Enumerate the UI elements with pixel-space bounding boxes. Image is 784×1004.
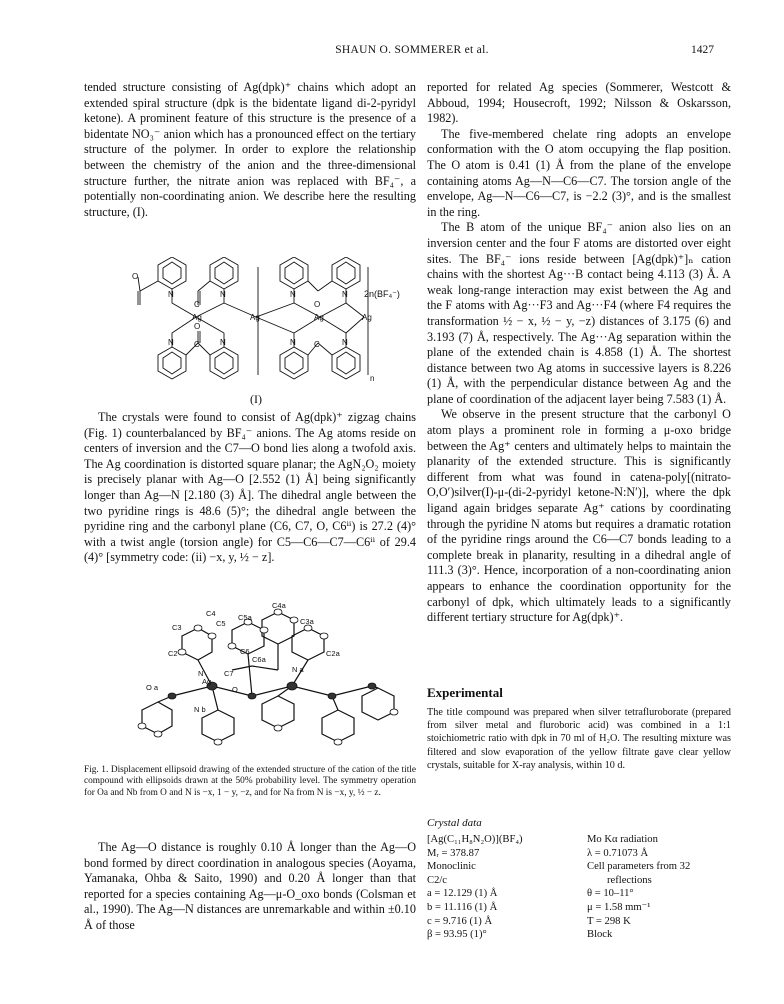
atom-label: C2 bbox=[168, 649, 178, 658]
section-heading-experimental: Experimental bbox=[427, 685, 503, 700]
pyridine-ring bbox=[280, 347, 308, 379]
atom-label: C6a bbox=[252, 655, 266, 664]
svg-text:C: C bbox=[314, 340, 320, 349]
crystals-paragraph: The crystals were found to consist of Ag(dpk)⁺ zigzag chains (Fig. 1) counterbalanced by BF₄⁻ anions. The Ag atoms reside on centers of inversion and the C7—O bond lies along a twofold axis. The Ag coordination is distorted square planar; the AgN₂O₂ moiety is precisely planar with Ag—O [2.552 (1) Å] being significantly longer than Ag—N [2.180 (3) Å]. The dihedral angle between the two pyridine rings is 48.6 (5)°; the dihedral angle between the pyridine ring and the carbonyl plane (C6, C7, O, C6ⁱⁱ) is 27.2 (4)° with a twist angle (torsion angle) for C5—C6—C7—C6ⁱⁱ of 29.4 (4)° [symmetry code: (ii) −x, y, ½ − z]. bbox=[84, 410, 416, 565]
atom-label: N bbox=[198, 669, 204, 678]
svg-text:N: N bbox=[168, 290, 174, 299]
crystal-data-item: c = 9.716 (1) Å bbox=[427, 915, 493, 927]
svg-text:C: C bbox=[194, 300, 200, 309]
svg-text:O: O bbox=[314, 300, 321, 309]
svg-text:N: N bbox=[290, 338, 296, 347]
svg-text:N: N bbox=[220, 290, 226, 299]
crystal-data-item: T = 298 K bbox=[587, 915, 631, 927]
svg-text:C: C bbox=[194, 340, 200, 349]
page-number: 1427 bbox=[691, 44, 714, 56]
pyridine-ring bbox=[158, 257, 186, 289]
atom-label: C7 bbox=[224, 669, 234, 678]
pyridine-ring bbox=[332, 257, 360, 289]
svg-text:O: O bbox=[132, 272, 139, 281]
crystal-data-item: θ = 10–11° bbox=[587, 888, 634, 900]
pyridine-ring bbox=[210, 257, 238, 289]
crystal-data-item: reflections bbox=[607, 874, 652, 886]
atom-label: C5 bbox=[216, 619, 226, 628]
intro-paragraph: tended structure consisting of Ag(dpk)⁺ chains which adopt an extended spiral structure (dpk is the bidentate ligand di-2-pyridyl ketone). A prominent feature of this structure is the presence of a bidentate NO₃⁻ anion which has a pronounced effect on the tertiary structure of the polymer. In order to explore the relationship between the chemistry of the anion and the three-dimensional structure further, the nitrate anion was replaced with BF₄⁻, a potentially non-coordinating anion. We describe here the resulting structure, (I). bbox=[84, 80, 416, 219]
atom-label: C4 bbox=[206, 609, 216, 618]
crystal-data-item: Cell parameters from 32 bbox=[587, 861, 691, 873]
crystal-data-item: b = 11.116 (1) Å bbox=[427, 901, 498, 913]
pyridine-ring bbox=[280, 257, 308, 289]
pyridine-ring bbox=[332, 347, 360, 379]
atom-label: O a bbox=[146, 683, 159, 692]
atom-label: N a bbox=[292, 665, 304, 674]
crystal-data-item: C2/c bbox=[427, 874, 448, 886]
svg-text:Ag: Ag bbox=[314, 313, 324, 322]
left-column-intro bbox=[84, 80, 416, 220]
right-paragraph-1: reported for related Ag species (Sommerer, Westcott & Abboud, 1994; Housecroft, 1992; Nilsson & Oskarsson, 1982). bbox=[427, 80, 731, 126]
crystal-data-item: β = 93.95 (1)° bbox=[427, 929, 487, 941]
atom-label: O bbox=[232, 685, 238, 694]
svg-text:N: N bbox=[290, 290, 296, 299]
svg-text:Ag: Ag bbox=[192, 313, 202, 322]
figure-caption: Fig. 1. Displacement ellipsoid drawing of the extended structure of the cation of the title compound with ellipsoids drawn at the 50% probability level. The symmetry operation for Oa and Nb from O and N is −x, 1 − y, −z, and for Na from N is −x, y, ½ − z. bbox=[84, 765, 416, 798]
crystal-data-heading: Crystal data bbox=[427, 817, 482, 829]
page-header bbox=[110, 44, 714, 62]
right-paragraph-3: The B atom of the unique BF₄⁻ anion also lies on an inversion center and the four F atoms are distorted over eight sites. The BF₄⁻ ions reside between [Ag(dpk)⁺]ₙ cation chains with the shortest Ag···B contact being 4.113 (3) Å. A weak long-range interaction may exist between the Ag and the F atoms with Ag···F3 and Ag···F4 (where F4 requires the transformation ½ − x, ½ − y, −z) distances of 3.175 (6) and 3.193 (7) Å, respectively. The Ag···Ag separation within the plane of the extended chain is 4.858 (1) Å. The shortest distance between two Ag atoms in successive layers is 8.226 (1) Å, with the perpendicular distance between Ag and the plane of coordination of the adjacent layer being 7.583 (1) Å. bbox=[427, 220, 731, 406]
pyridine-ring bbox=[158, 347, 186, 379]
crystal-data-item: [Ag(C₁₁H₈N₂O)](BF₄) bbox=[427, 834, 523, 845]
crystal-data-right bbox=[587, 833, 737, 942]
figure-1-ellipsoid-drawing bbox=[112, 600, 412, 765]
svg-text:Ag: Ag bbox=[250, 313, 260, 322]
crystal-data-item: Monoclinic bbox=[427, 861, 476, 873]
counter-ion: 2n(BF₄⁻) bbox=[364, 289, 400, 299]
crystal-data-item: λ = 0.71073 Å bbox=[587, 847, 649, 859]
crystal-data-item: a = 12.129 (1) Å bbox=[427, 888, 498, 900]
svg-text:N: N bbox=[220, 338, 226, 347]
ag-o-paragraph: The Ag—O distance is roughly 0.10 Å longer than the Ag—O bond formed by direct coordination in analogous species (Aoyama, Yamanaka, Ohba & Saito, 1990) and 0.20 Å longer than that reported for a species containing Ag—μ-O_oxo bonds (Colsman et al., 1990). The Ag—N distances are unremarkable and within ±0.10 Å of those bbox=[84, 840, 416, 932]
right-column bbox=[427, 80, 731, 626]
svg-text:N: N bbox=[342, 290, 348, 299]
atom-label: C6 bbox=[240, 647, 250, 656]
svg-text:N: N bbox=[168, 338, 174, 347]
atom-label: C3a bbox=[300, 617, 314, 626]
left-column-bottom bbox=[84, 840, 416, 934]
crystal-data-item: Block bbox=[587, 929, 613, 941]
polymer-n: n bbox=[370, 374, 375, 383]
crystal-data-item: Mo Kα radiation bbox=[587, 834, 658, 845]
atom-label: C4a bbox=[272, 601, 286, 610]
right-paragraph-2: The five-membered chelate ring adopts an envelope conformation with the O atom occupying the flap position. The O atom is 0.41 (1) Å from the plane of the envelope containing atoms Ag—N—C6—C7. The torsion angle of the envelope, Ag—N—C6—C7, is −2.2 (3)°, and is the smallest in the ring. bbox=[427, 126, 731, 219]
running-title: SHAUN O. SOMMERER et al. bbox=[335, 44, 489, 56]
left-column-body bbox=[84, 410, 416, 566]
structure-diagram bbox=[118, 257, 418, 387]
atom-label: C3 bbox=[172, 623, 182, 632]
structure-label: (I) bbox=[250, 392, 262, 406]
pyridine-ring bbox=[210, 347, 238, 379]
atom-label: N b bbox=[194, 705, 206, 714]
crystal-data-item: μ = 1.58 mm⁻¹ bbox=[587, 901, 651, 913]
crystal-data-item: Mᵣ = 378.87 bbox=[427, 847, 480, 859]
atom-label: C5a bbox=[238, 613, 252, 622]
crystal-data-left bbox=[427, 833, 577, 942]
experimental-text: The title compound was prepared when silver tetrafluroborate (prepared from silver metal and fluroboric acid) was combined in a 1:1 stoichiometric ratio with dpk in 70 ml of H₂O. The resulting mixture was filtered and slow evaporation of the yellow filtrate gave clear yellow crystals, suitable for X-ray analysis, within 10 d. bbox=[427, 707, 731, 771]
right-paragraph-4: We observe in the present structure that the carbonyl O atom plays a prominent role in forming a μ-oxo bridge between the Ag⁺ centers and ultimately helps to maintain the planarity of the extended structure. This is significantly different from what was found in catena-poly[(nitrato-O,O′)silver(I)-μ-(di-2-pyridyl ketone-N:N′)], where the dpk ligand again bridges separate Ag⁺ cations by coordinating through the pyridine N atoms but requires a dramatic rotation of the pyridine rings around the C6—C7 bonds leading to a complete break in planarity, resulting in a dihedral angle of 111.3 (3)°. Hence, incorporation of a non-coordinating anion appears to enhance the coordination opportunity for the carbonyl of dpk, which ultimately leads to a significantly different tertiary structure for Ag(dpk)⁺. bbox=[427, 407, 731, 625]
atom-label: Ag bbox=[202, 677, 212, 686]
svg-text:O: O bbox=[194, 322, 201, 331]
svg-text:N: N bbox=[342, 338, 348, 347]
svg-text:Ag: Ag bbox=[362, 313, 372, 322]
atom-label: C2a bbox=[326, 649, 340, 658]
